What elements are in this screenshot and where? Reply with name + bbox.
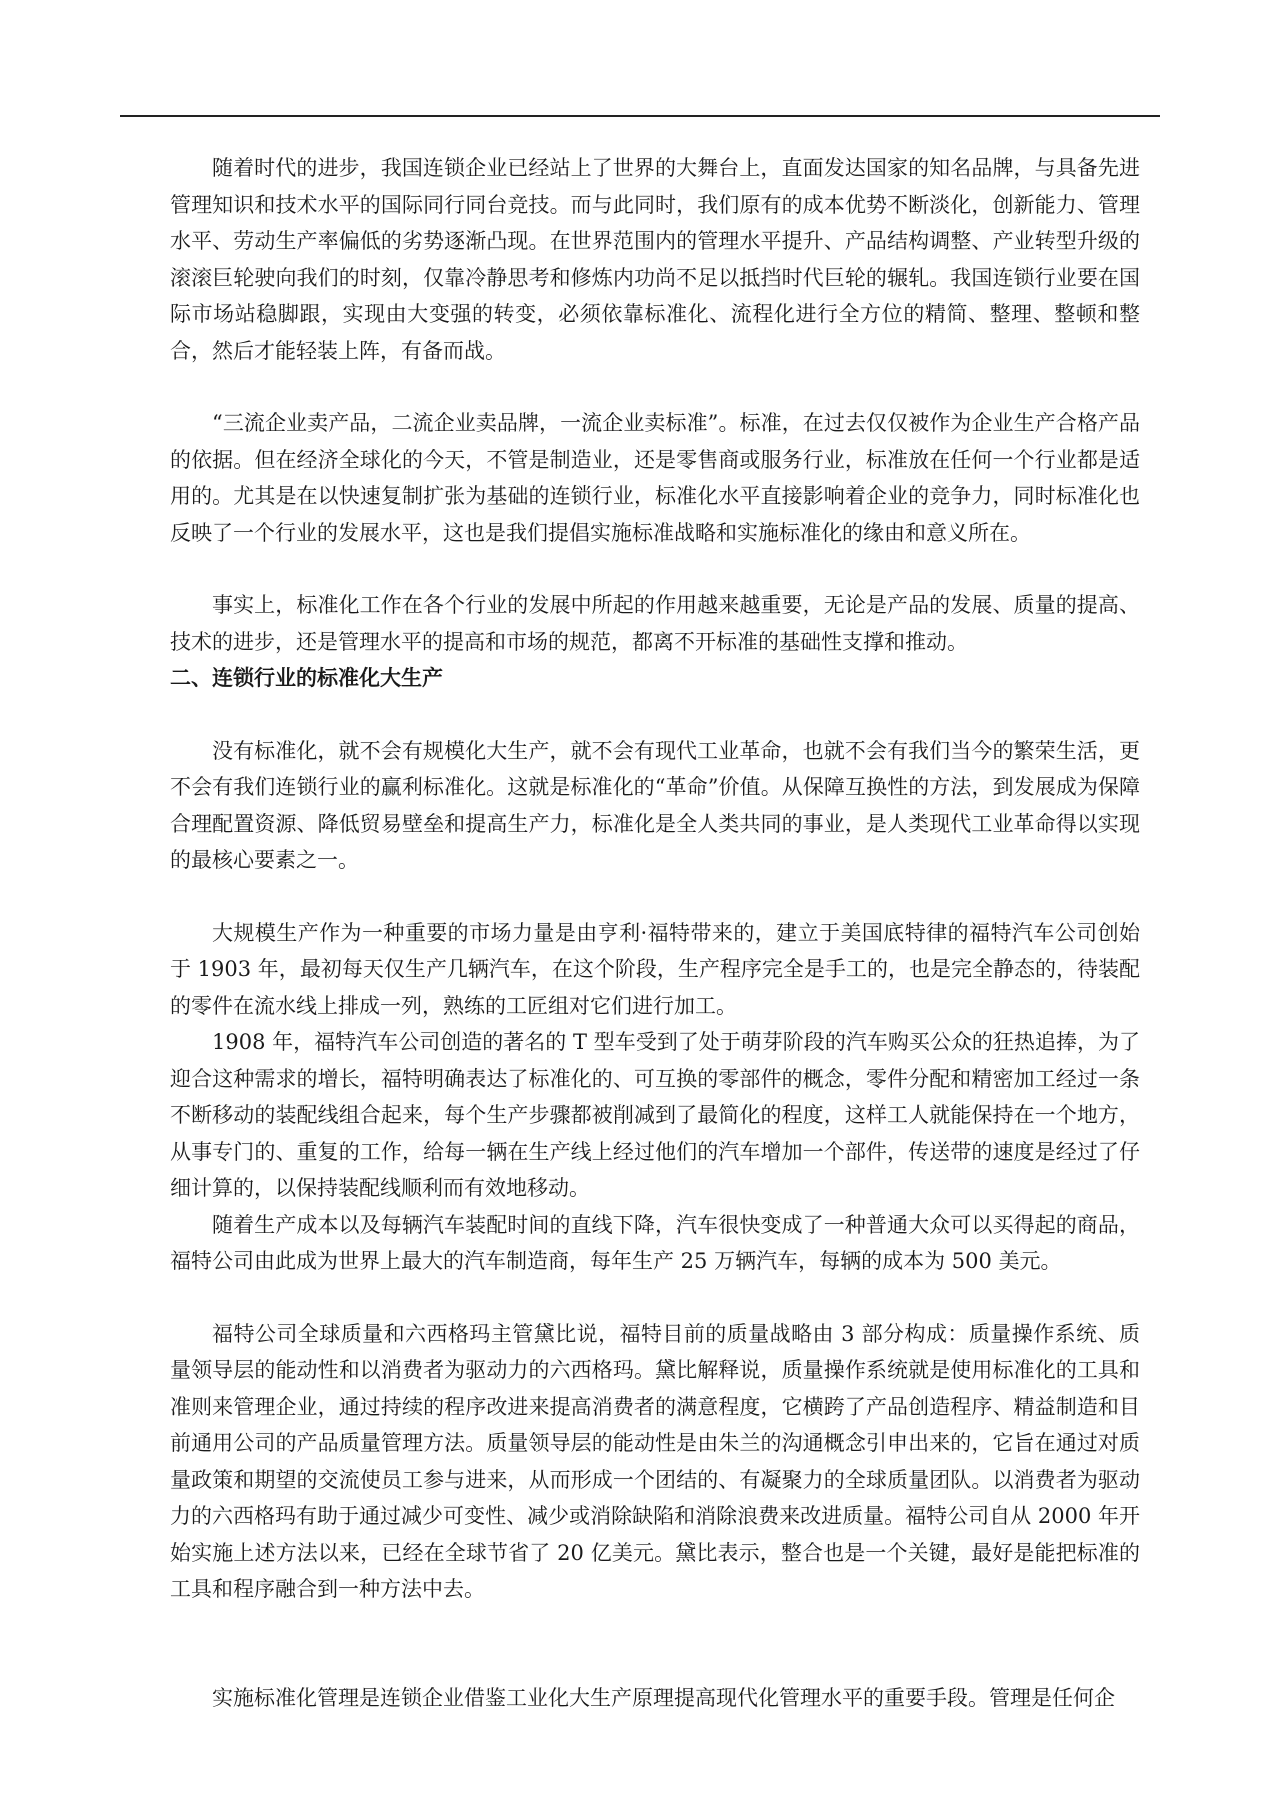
paragraph: “三流企业卖产品，二流企业卖品牌，一流企业卖标准”。标准，在过去仅仅被作为企业生产合格产品的依据。但在经济全球化的今天，不管是制造业，还是零售商或服务行业，标准放在任何一个行业都是适用的。尤其是在以快速复制扩张为基础的连锁行业，标准化水平直接影响着企业的竞争力，同时标准化也反映了一个行业的发展水平，这也是我们提倡实施标准战略和实施标准化的缘由和意义所在。 — [170, 411, 1140, 545]
paragraph: 大规模生产作为一种重要的市场力量是由亨利·福特带来的，建立于美国底特律的福特汽车公司创始于 1903 年，最初每天仅生产几辆汽车，在这个阶段，生产程序完全是手工的，也是完全静态的，待装配的零件在流水线上排成一列，熟练的工匠组对它们进行加工。 — [170, 920, 1140, 1018]
header-rule — [120, 115, 1160, 117]
paragraph: 没有标准化，就不会有规模化大生产，就不会有现代工业革命，也就不会有我们当今的繁荣生活，更不会有我们连锁行业的赢利标准化。这就是标准化的“革命”价值。从保障互换性的方法，到发展成为保障合理配置资源、降低贸易壁垒和提高生产力，标准化是全人类共同的事业，是人类现代工业革命得以实现的最核心要素之一。 — [170, 738, 1140, 872]
paragraph: 1908 年，福特汽车公司创造的著名的 T 型车受到了处于萌芽阶段的汽车购买公众的狂热追捧，为了迎合这种需求的增长，福特明确表达了标准化的、可互换的零部件的概念，零件分配和精密加工经过一条不断移动的装配线组合起来，每个生产步骤都被削减到了最简化的程度，这样工人就能保持在一个地方，从事专门的、重复的工作，给每一辆在生产线上经过他们的汽车增加一个部件，传送带的速度是经过了仔细计算的，以保持装配线顺利而有效地移动。 — [170, 1030, 1140, 1200]
paragraph: 随着生产成本以及每辆汽车装配时间的直线下降，汽车很快变成了一种普通大众可以买得起的商品，福特公司由此成为世界上最大的汽车制造商，每年生产 25 万辆汽车，每辆的成本为 500 美元。 — [170, 1212, 1140, 1273]
document-body — [170, 150, 1140, 1716]
paragraph: 实施标准化管理是连锁企业借鉴工业化大生产原理提高现代化管理水平的重要手段。管理是任何企 — [212, 1685, 1115, 1710]
paragraph: 随着时代的进步，我国连锁企业已经站上了世界的大舞台上，直面发达国家的知名品牌，与具备先进管理知识和技术水平的国际同行同台竞技。而与此同时，我们原有的成本优势不断淡化，创新能力、管理水平、劳动生产率偏低的劣势逐渐凸现。在世界范围内的管理水平提升、产品结构调整、产业转型升级的滚滚巨轮驶向我们的时刻，仅靠冷静思考和修炼内功尚不足以抵挡时代巨轮的辗轧。我国连锁行业要在国际市场站稳脚跟，实现由大变强的转变，必须依靠标准化、流程化进行全方位的精简、整理、整顿和整合，然后才能轻装上阵，有备而战。 — [170, 156, 1140, 363]
section-heading: 二、连锁行业的标准化大生产 — [170, 665, 443, 690]
paragraph: 事实上，标准化工作在各个行业的发展中所起的作用越来越重要，无论是产品的发展、质量的提高、技术的进步，还是管理水平的提高和市场的规范，都离不开标准的基础性支撑和推动。 — [170, 593, 1140, 654]
paragraph: 福特公司全球质量和六西格玛主管黛比说，福特目前的质量战略由 3 部分构成：质量操作系统、质量领导层的能动性和以消费者为驱动力的六西格玛。黛比解释说，质量操作系统就是使用标准化的工具和准则来管理企业，通过持续的程序改进来提高消费者的满意程度，它横跨了产品创造程序、精益制造和目前通用公司的产品质量管理方法。质量领导层的能动性是由朱兰的沟通概念引申出来的，它旨在通过对质量政策和期望的交流使员工参与进来，从而形成一个团结的、有凝聚力的全球质量团队。以消费者为驱动力的六西格玛有助于通过减少可变性、减少或消除缺陷和消除浪费来改进质量。福特公司自从 2000 年开始实施上述方法以来，已经在全球节省了 20 亿美元。黛比表示，整合也是一个关键，最好是能把标准的工具和程序融合到一种方法中去。 — [170, 1321, 1140, 1601]
